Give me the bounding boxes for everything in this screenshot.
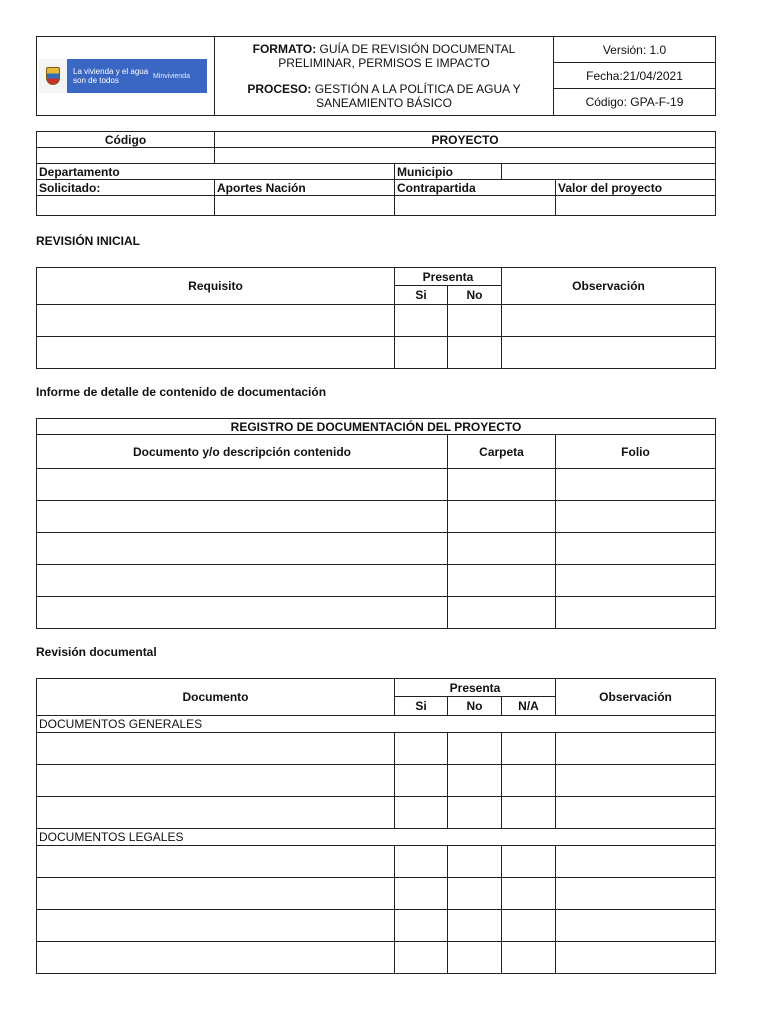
table-row <box>37 305 716 337</box>
table-row <box>37 797 716 829</box>
formato-value: GUÍA DE REVISIÓN DOCUMENTAL PRELIMINAR, PERMISOS E IMPACTO <box>278 42 516 70</box>
table-row <box>37 878 716 910</box>
revision-documental-title: Revisión documental <box>36 645 157 659</box>
table-row <box>37 501 716 533</box>
proyecto-header: PROYECTO <box>215 132 716 148</box>
codigo-text: Código: GPA-F-19 <box>554 89 716 116</box>
aportes-label: Aportes Nación <box>215 180 395 196</box>
solicitado-label: Solicitado: <box>37 180 215 196</box>
valor-label: Valor del proyecto <box>556 180 716 196</box>
table-row <box>37 942 716 974</box>
registro-title: REGISTRO DE DOCUMENTACIÓN DEL PROYECTO <box>37 419 716 435</box>
contrapartida-value-cell[interactable] <box>395 196 556 216</box>
header-title-cell <box>215 37 554 116</box>
presenta-header: Presenta <box>395 679 556 697</box>
table-row <box>37 765 716 797</box>
revision-inicial-table <box>36 267 716 369</box>
contrapartida-label: Contrapartida <box>395 180 556 196</box>
municipio-value-cell[interactable] <box>502 164 716 180</box>
observacion-header: Observación <box>502 268 716 305</box>
observacion-header: Observación <box>556 679 716 716</box>
proceso-value: GESTIÓN A LA POLÍTICA DE AGUA Y SANEAMIENTO BÁSICO <box>314 82 521 110</box>
requisito-header: Requisito <box>37 268 395 305</box>
codigo-value-cell[interactable] <box>37 148 215 164</box>
table-row <box>37 846 716 878</box>
logo-cell <box>37 37 215 116</box>
table-row <box>37 565 716 597</box>
solicitado-value-cell[interactable] <box>37 196 215 216</box>
municipio-label: Municipio <box>395 164 502 180</box>
codigo-header: Código <box>37 132 215 148</box>
proceso-label: PROCESO: <box>247 82 312 96</box>
proyecto-value-cell[interactable] <box>215 148 716 164</box>
version-text: Versión: 1.0 <box>554 37 716 63</box>
group-legales-label: DOCUMENTOS LEGALES <box>37 829 716 846</box>
group-generales-label: DOCUMENTOS GENERALES <box>37 716 716 733</box>
table-row <box>37 733 716 765</box>
logo-brand: Minvivienda <box>153 72 190 80</box>
documento-descripcion-header: Documento y/o descripción contenido <box>37 435 448 469</box>
departamento-label: Departamento <box>37 164 395 180</box>
table-row <box>37 469 716 501</box>
no-header: No <box>448 697 502 716</box>
fecha-text: Fecha:21/04/2021 <box>554 63 716 89</box>
header-table <box>36 36 716 116</box>
logo-slogan: La vivienda y el agua son de todos <box>73 67 149 85</box>
registro-table <box>36 418 716 629</box>
formato-label: FORMATO: <box>252 42 317 56</box>
informe-title: Informe de detalle de contenido de documentación <box>36 385 327 399</box>
ministry-logo <box>39 59 207 93</box>
si-header: Si <box>395 286 448 305</box>
carpeta-header: Carpeta <box>448 435 556 469</box>
documento-header: Documento <box>37 679 395 716</box>
si-header: Si <box>395 697 448 716</box>
presenta-header: Presenta <box>395 268 502 286</box>
table-row <box>37 533 716 565</box>
revision-documental-table <box>36 678 716 974</box>
table-row <box>37 910 716 942</box>
table-row <box>37 337 716 369</box>
aportes-value-cell[interactable] <box>215 196 395 216</box>
folio-header: Folio <box>556 435 716 469</box>
revision-inicial-title: REVISIÓN INICIAL <box>36 234 141 248</box>
na-header: N/A <box>502 697 556 716</box>
coat-of-arms-icon <box>46 67 60 85</box>
valor-value-cell[interactable] <box>556 196 716 216</box>
project-info-table <box>36 131 716 216</box>
no-header: No <box>448 286 502 305</box>
table-row <box>37 597 716 629</box>
